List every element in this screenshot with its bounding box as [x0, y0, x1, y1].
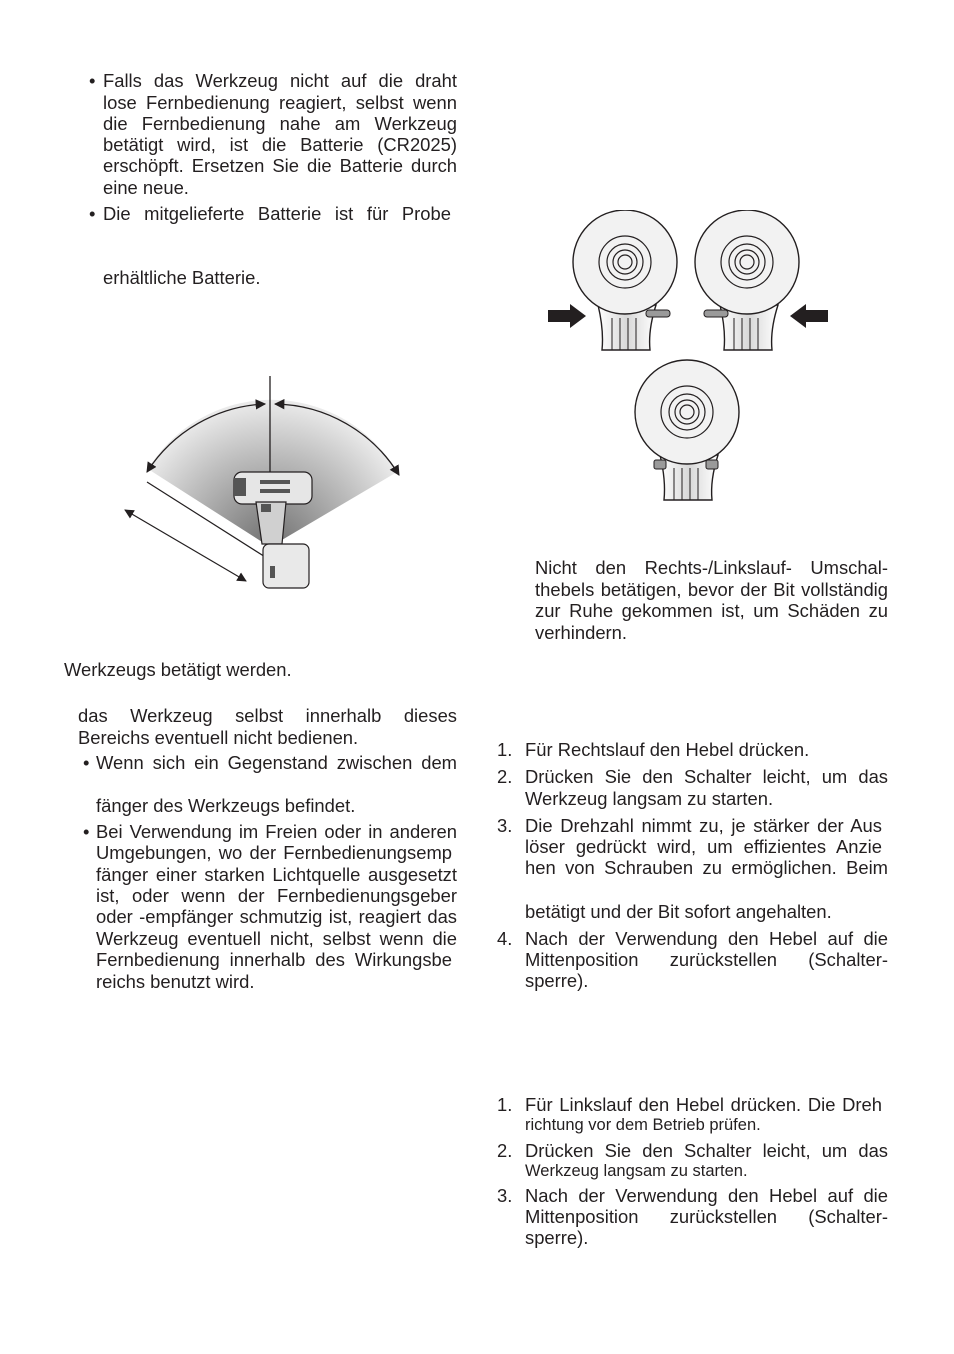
forward-step-3-line-1: Die Drehzahl nimmt zu, je stärker der Aus — [525, 815, 882, 836]
battery-note-line-1: Falls das Werkzeug nicht auf die draht — [103, 70, 457, 91]
step-number: 1. — [497, 1094, 513, 1115]
step-number: 4. — [497, 928, 513, 949]
obstacle-note-line-1: Wenn sich ein Gegenstand zwischen dem — [96, 752, 457, 773]
bullet-marker: • — [89, 70, 96, 91]
forward-step-4-line-1: Nach der Verwendung den Hebel auf die — [525, 928, 888, 949]
battery-note-line-6: eine neue. — [103, 177, 189, 198]
forward-step-3-line-2: löser gedrückt wird, um effizientes Anzie — [525, 836, 882, 857]
outdoor-note-line-7: Fernbedienung innerhalb des Wirkungsbe — [96, 949, 452, 970]
distance-dimension-arrow — [125, 510, 246, 581]
bullet-marker: • — [89, 203, 96, 224]
caution-line-4: verhindern. — [535, 622, 628, 643]
battery-note-line-3: die Fernbedienung nahe am Werkzeug — [103, 113, 457, 134]
forward-step-2-line-2: Werkzeug langsam zu starten. — [525, 788, 774, 809]
lever-unit-center — [635, 360, 739, 500]
lever-unit-forward — [573, 210, 677, 350]
outdoor-note-line-6: Werkzeug eventuell nicht, selbst wenn die — [96, 928, 457, 949]
step-number: 2. — [497, 1140, 513, 1161]
reverse-step-3-line-2: Mittenposition zurückstellen (Schalter- — [525, 1206, 888, 1227]
forward-step-4-line-2: Mittenposition zurückstellen (Schalter- — [525, 949, 888, 970]
push-arrow-left-icon — [790, 304, 828, 328]
step-number: 1. — [497, 739, 513, 760]
reverse-step-3-line-1: Nach der Verwendung den Hebel auf die — [525, 1185, 888, 1206]
reverse-step-1-line-1: Für Linkslauf den Hebel drücken. Die Dreh — [525, 1094, 882, 1115]
bullet-marker: • — [83, 821, 90, 842]
forward-step-3-line-4: betätigt und der Bit sofort angehalten. — [525, 901, 832, 922]
reverse-step-1-line-2: richtung vor dem Betrieb prüfen. — [525, 1116, 761, 1134]
outdoor-note-line-8: reichs benutzt wird. — [96, 971, 255, 992]
battery-note-line-2: lose Fernbedienung reagiert, selbst wenn — [103, 92, 457, 113]
caution-line-1: Nicht den Rechts-/Linkslauf- Umschal- — [535, 557, 888, 578]
battery-note-line-7: Die mitgelieferte Batterie ist für Probe — [103, 203, 451, 224]
step-number: 3. — [497, 815, 513, 836]
battery-note-line-5: erschöpft. Ersetzen Sie die Batterie durch — [103, 155, 457, 176]
forward-step-4-line-3: sperre). — [525, 970, 589, 991]
reverse-step-2-line-2: Werkzeug langsam zu starten. — [525, 1162, 748, 1180]
reverse-step-2-line-1: Drücken Sie den Schalter leicht, um das — [525, 1140, 888, 1161]
forward-step-2-line-1: Drücken Sie den Schalter leicht, um das — [525, 766, 888, 787]
caution-line-2: thebels betätigen, bevor der Bit vollständig — [535, 579, 888, 600]
lever-unit-reverse — [695, 210, 799, 350]
forward-reverse-lever-diagram — [540, 210, 840, 505]
bullet-marker: • — [83, 752, 90, 773]
obstacle-note-line-2: fänger des Werkzeugs befindet. — [96, 795, 356, 816]
forward-step-3-line-3: hen von Schrauben zu ermöglichen. Beim — [525, 857, 888, 878]
outdoor-note-line-3: fänger einer starken Lichtquelle ausgesetzt — [96, 864, 457, 885]
battery-note-line-4: betätigt wird, ist die Batterie (CR2025) — [103, 134, 457, 155]
range-text-line-3: Bereichs eventuell nicht bedienen. — [78, 727, 359, 748]
outdoor-note-line-4: ist, oder wenn der Fernbedienungsgeber — [96, 885, 457, 906]
range-text-line-1: Werkzeugs betätigt werden. — [64, 659, 292, 680]
push-arrow-right-icon — [548, 304, 586, 328]
forward-step-1-line-1: Für Rechtslauf den Hebel drücken. — [525, 739, 810, 760]
outdoor-note-line-5: oder -empfänger schmutzig ist, reagiert das — [96, 906, 457, 927]
battery-note-line-8: erhältliche Batterie. — [103, 267, 261, 288]
remote-range-diagram — [110, 372, 420, 594]
outdoor-note-line-2: Umgebungen, wo der Fernbedienungsemp — [96, 842, 452, 863]
step-number: 3. — [497, 1185, 513, 1206]
reverse-step-3-line-3: sperre). — [525, 1227, 589, 1248]
range-text-line-2: das Werkzeug selbst innerhalb dieses — [78, 705, 457, 726]
outdoor-note-line-1: Bei Verwendung im Freien oder in anderen — [96, 821, 457, 842]
caution-line-3: zur Ruhe gekommen ist, um Schäden zu — [535, 600, 888, 621]
step-number: 2. — [497, 766, 513, 787]
